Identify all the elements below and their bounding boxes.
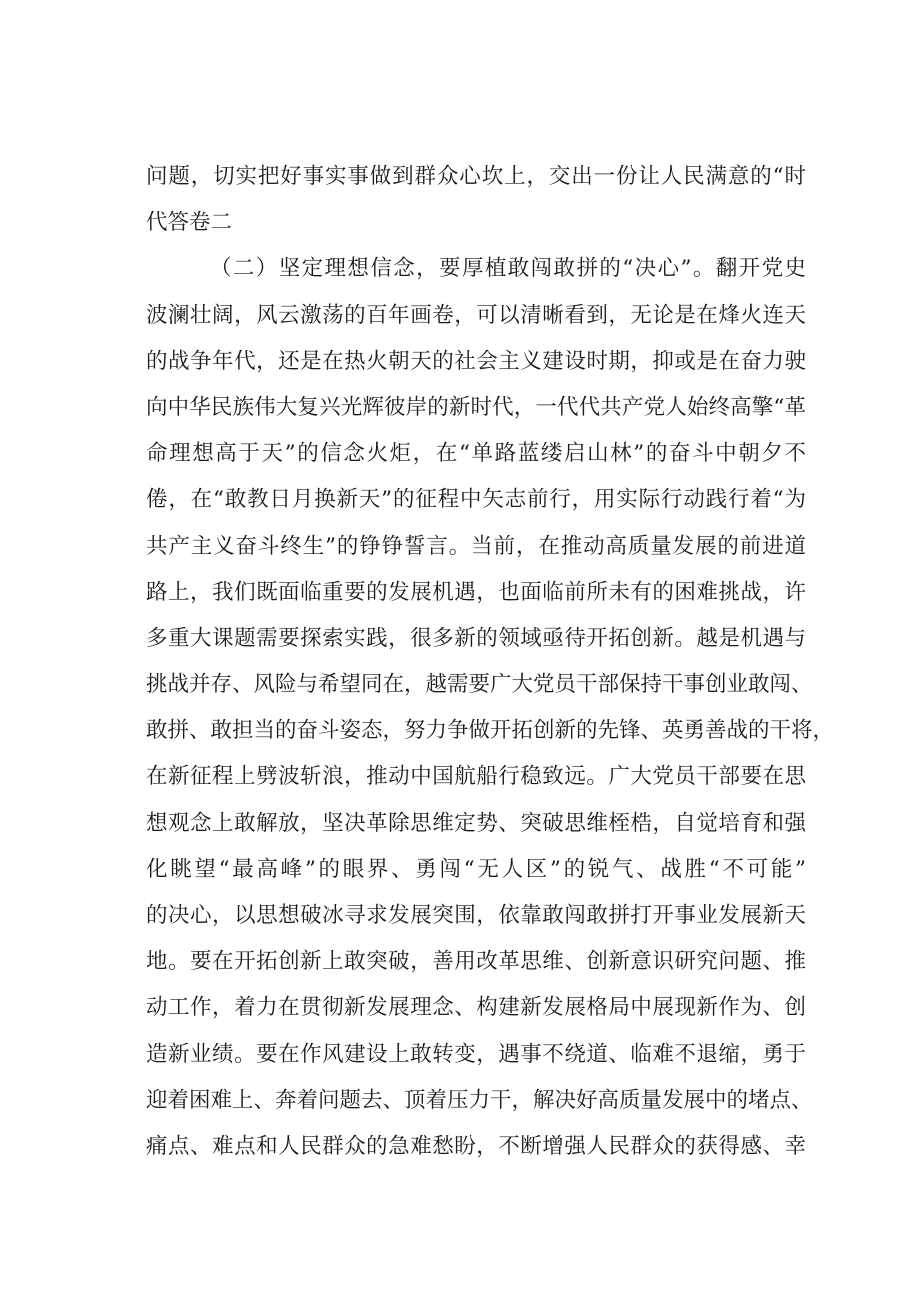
text-line: 造新业绩。要在作风建设上敢转变，遇事不绕道、临难不退缩，勇于 <box>146 1041 806 1067</box>
text-line: 共产主义奋斗终生”的铮铮誓言。当前，在推动高质量发展的前进道 <box>146 533 806 559</box>
text-line: 在新征程上劈波斩浪，推动中国航船行稳致远。广大党员干部要在思 <box>146 764 806 790</box>
text-line: 路上，我们既面临重要的发展机遇，也面临前所未有的困难挑战，许 <box>146 579 806 605</box>
text-line: 挑战并存、风险与希望同在，越需要广大党员干部保持干事创业敢闯、 <box>146 672 813 698</box>
section-heading-line: （二）坚定理想信念，要厚植敢闯敢拼的“决心”。翻开党史 <box>210 256 806 282</box>
text-line: 向中华民族伟大复兴光辉彼岸的新时代，一代代共产党人始终高擎“革 <box>146 394 806 420</box>
text-line: 迎着困难上、奔着问题去、顶着压力干，解决好高质量发展中的堵点、 <box>146 1087 813 1113</box>
text-line: 命理想高于天”的信念火炬，在“单路蓝缕启山林”的奋斗中朝夕不 <box>146 441 806 467</box>
text-line: 想观念上敢解放，坚决革除思维定势、突破思维桎梏，自觉培育和强 <box>146 810 806 836</box>
text-line: 波澜壮阔，风云激荡的百年画卷，可以清晰看到，无论是在烽火连天 <box>146 302 806 328</box>
text-line: 化眺望“最高峰”的眼界、勇闯“无人区”的锐气、战胜“不可能” <box>146 856 806 882</box>
text-line: 动工作，着力在贯彻新发展理念、构建新发展格局中展现新作为、创 <box>146 995 806 1021</box>
text-line: 地。要在开拓创新上敢突破，善用改革思维、创新意识研究问题、推 <box>146 949 806 975</box>
text-line: 痛点、难点和人民群众的急难愁盼，不断增强人民群众的获得感、幸 <box>146 1133 806 1159</box>
text-line: 的决心，以思想破冰寻求发展突围，依靠敢闯敢拼打开事业发展新天 <box>146 903 806 928</box>
text-line: 敢拼、敢担当的奋斗姿态，努力争做开拓创新的先锋、英勇善战的干将， <box>146 718 835 744</box>
text-line: 多重大课题需要探索实践，很多新的领域亟待开拓创新。越是机遇与 <box>146 625 806 651</box>
text-line: 的战争年代，还是在热火朝天的社会主义建设时期，抑或是在奋力驶 <box>146 348 806 374</box>
text-line: 问题，切实把好事实事做到群众心坎上，交出一份让人民满意的“时 <box>146 164 806 189</box>
body-text <box>146 154 835 1170</box>
text-line: 倦，在“敢教日月换新天”的征程中矢志前行，用实际行动践行着“为 <box>146 487 806 513</box>
text-line: 代答卷二 <box>146 210 233 236</box>
